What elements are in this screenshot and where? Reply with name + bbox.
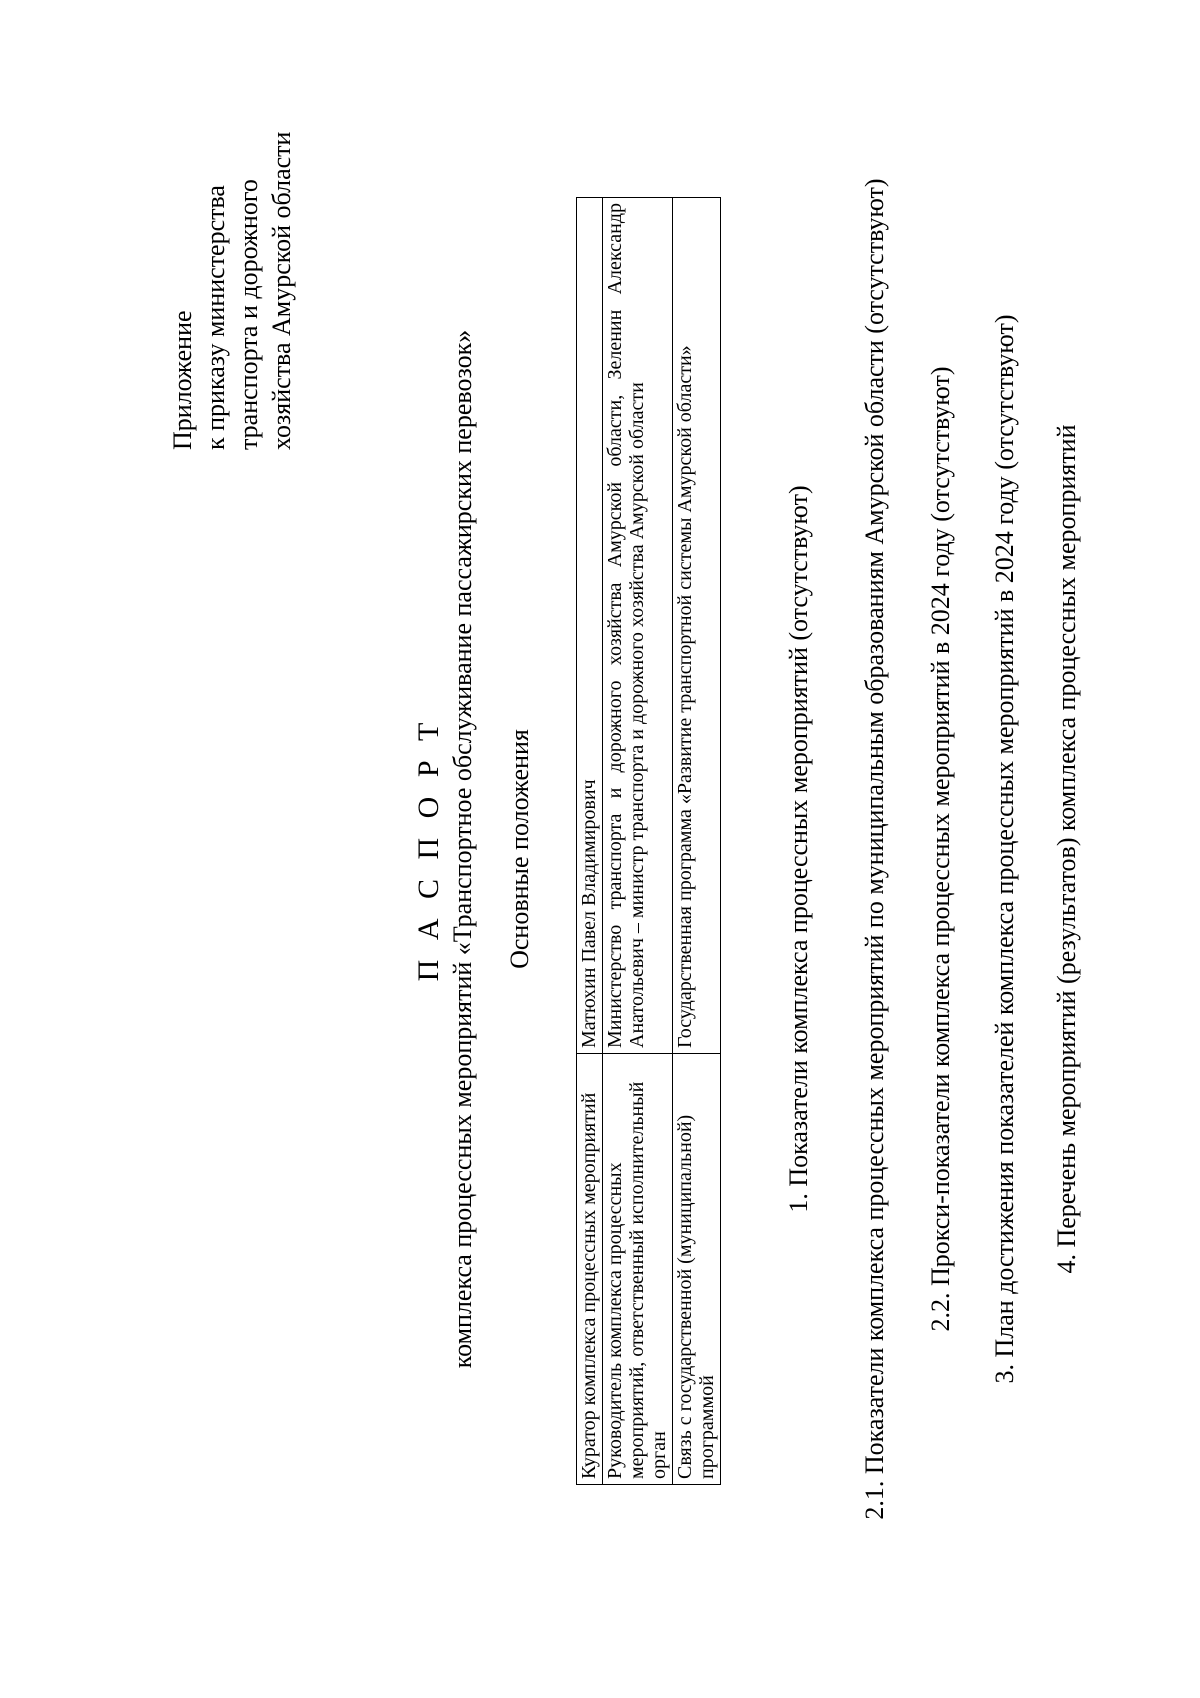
appendix-block: [166, 132, 298, 450]
basics-heading: Основные положения: [505, 729, 534, 969]
appendix-line: транспорта и дорожного: [234, 179, 263, 450]
appendix-line: хозяйства Амурской области: [267, 131, 296, 450]
row-value: Государственная программа «Развитие транспортной системы Амурской области»: [673, 198, 721, 1054]
document-title: П А С П О Р Т: [412, 716, 445, 982]
row-label: Куратор комплекса процессных мероприятий: [577, 1054, 603, 1485]
section-4-heading: 4. Перечень мероприятий (результатов) комплекса процессных мероприятий: [1052, 424, 1081, 1274]
row-value: Министерство транспорта и дорожного хозяйства Амурской области, Зеленин Александр Анатольевич – министр транспорта и дорожного хозяйства Амурской области: [603, 198, 673, 1054]
appendix-line: к приказу министерства: [201, 185, 230, 450]
passport-table: [576, 197, 721, 1485]
section-3-heading: 3. План достижения показателей комплекса процессных мероприятий в 2024 году (отсутствуют): [990, 314, 1019, 1384]
table-row: [603, 198, 673, 1485]
table-row: [577, 198, 603, 1485]
row-label: Руководитель комплекса процессных мероприятий, ответственный исполнительный орган: [603, 1054, 673, 1485]
appendix-line: Приложение: [168, 310, 197, 450]
section-2-1-heading: 2.1. Показатели комплекса процессных мероприятий по муниципальным образованиям Амурской области (отсутствуют): [860, 178, 889, 1520]
section-2-2-heading: 2.2. Прокси-показатели комплекса процессных мероприятий в 2024 году (отсутствуют): [926, 366, 955, 1332]
row-value: Матюхин Павел Владимирович: [577, 198, 603, 1054]
document-subtitle: комплекса процессных мероприятий «Транспортное обслуживание пассажирских перевозок»: [448, 329, 477, 1369]
section-1-heading: 1. Показатели комплекса процессных мероприятий (отсутствуют): [784, 485, 813, 1213]
row-label: Связь с государственной (муниципальной) программой: [673, 1054, 721, 1485]
table-row: [673, 198, 721, 1485]
